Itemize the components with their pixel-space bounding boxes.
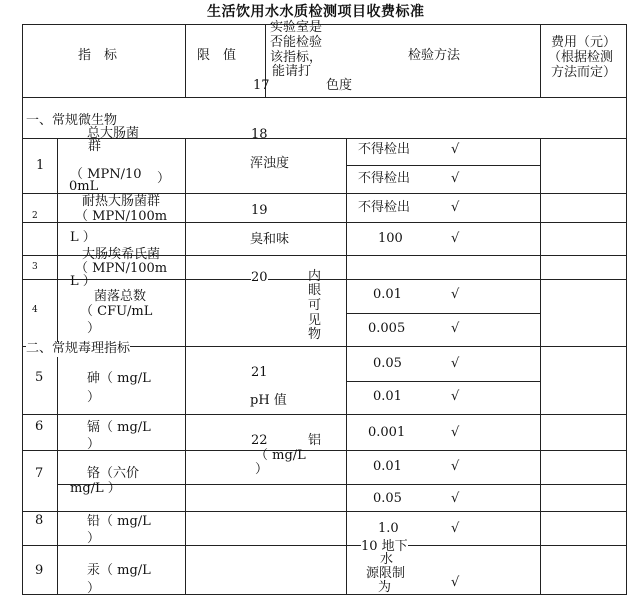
- section-microbiology: 一、常规微生物: [26, 113, 118, 128]
- row-6-indicator: ）: [87, 437, 101, 452]
- check-mark-icon: √: [451, 575, 460, 590]
- row-4-indicator: ）: [87, 321, 101, 336]
- check-mark-icon: √: [451, 200, 460, 215]
- method-value: 源限制: [366, 566, 406, 581]
- row-4-indicator: 菌落总数: [94, 289, 147, 304]
- header-col-divider: [185, 24, 186, 97]
- row-2-indicator: L ）: [70, 230, 96, 245]
- row-1-indicator: 0mL: [69, 179, 99, 194]
- row-1-indicator: ）: [157, 171, 171, 186]
- overlay-row-20-number: 20: [251, 270, 268, 285]
- header-lab-question-2: 否能检验: [270, 35, 323, 50]
- method-value: 0.01: [373, 389, 402, 404]
- check-mark-icon: √: [451, 521, 460, 536]
- row-6-number: 6: [35, 419, 44, 434]
- row-8-number: 8: [35, 513, 44, 528]
- check-mark-icon: √: [451, 321, 460, 336]
- method-value: 0.05: [373, 491, 402, 506]
- overlay-row-21-name: pH 值: [250, 393, 287, 408]
- row-7-indicator: 铬（六价: [87, 466, 140, 481]
- method-value: 水: [380, 552, 394, 567]
- header-lab-question-4: 能请打: [272, 64, 312, 79]
- row-4-indicator: （ CFU/mL: [80, 304, 153, 319]
- method-value: 为: [378, 580, 392, 595]
- check-mark-icon: √: [451, 231, 460, 246]
- overlay-row-20-name: 见: [308, 313, 322, 328]
- row-5-number: 5: [35, 370, 44, 385]
- row-divider: [22, 545, 627, 546]
- overlay-row-20-name: 物: [308, 327, 322, 342]
- row-2-indicator: 耐热大肠菌群: [82, 194, 161, 209]
- row-2-indicator: （ MPN/100m: [75, 209, 168, 224]
- check-mark-icon: √: [451, 142, 460, 157]
- method-value: 10 地下: [361, 539, 408, 554]
- method-value: 1.0: [378, 521, 399, 536]
- row-3-indicator: （ MPN/100m: [75, 261, 168, 276]
- row-9-number: 9: [35, 563, 44, 578]
- header-method: 检验方法: [408, 48, 461, 63]
- check-mark-icon: √: [451, 389, 460, 404]
- method-value: 不得检出: [358, 142, 411, 157]
- row-9-indicator: 汞（ mg/L: [87, 563, 151, 578]
- header-divider: [22, 97, 627, 98]
- row-8-indicator: ）: [87, 531, 101, 546]
- overlay-row-19-number: 19: [251, 203, 268, 218]
- check-mark-icon: √: [451, 171, 460, 186]
- page-title: 生活饮用水水质检测项目收费标准: [207, 4, 425, 20]
- row-8-indicator: 铅（ mg/L: [87, 514, 151, 529]
- header-fee-1: 费用（元）: [551, 35, 617, 50]
- row-1-indicator: （ MPN/10: [70, 167, 142, 182]
- check-mark-icon: √: [451, 287, 460, 302]
- row-6-indicator: 镉（ mg/L: [87, 420, 151, 435]
- overlay-row-22-unit: ）: [255, 462, 269, 477]
- header-fee-3: 方法而定）: [551, 65, 617, 80]
- overlay-row-19-name: 臭和味: [250, 232, 290, 247]
- row-7-number: 7: [35, 466, 44, 481]
- overlay-row-17-number: 17: [253, 78, 270, 93]
- body-col-divider: [185, 138, 186, 594]
- method-value: 0.05: [373, 356, 402, 371]
- row-divider: [22, 511, 627, 512]
- overlay-row-17-name: 色度: [326, 78, 353, 93]
- header-lab-question-3: 该指标，: [270, 50, 323, 65]
- row-9-indicator: ）: [87, 581, 101, 596]
- method-value: 0.01: [373, 459, 402, 474]
- row-divider: [346, 313, 540, 314]
- row-3-indicator: 大肠埃希氏菌: [82, 247, 161, 262]
- overlay-row-22-number: 22: [251, 433, 268, 448]
- row-5-indicator: ）: [87, 390, 101, 405]
- row-divider: [346, 165, 540, 166]
- overlay-row-22-unit: （ mg/L: [255, 448, 306, 463]
- check-mark-icon: √: [451, 459, 460, 474]
- method-value: 0.005: [368, 321, 406, 336]
- header-col-divider: [540, 24, 541, 97]
- header-fee-2: （根据检测: [548, 50, 614, 65]
- table-border-right: [626, 24, 627, 594]
- row-1-number: 1: [36, 158, 45, 173]
- row-divider: [346, 381, 540, 382]
- table-border-bottom: [22, 594, 627, 595]
- overlay-row-20-name: 可: [308, 298, 322, 313]
- header-limit: 限 值: [197, 48, 237, 63]
- check-mark-icon: √: [451, 491, 460, 506]
- table-border-top: [22, 24, 627, 25]
- method-value: 100: [378, 231, 403, 246]
- row-divider: [22, 450, 627, 451]
- method-value: 不得检出: [358, 171, 411, 186]
- method-value: 0.001: [368, 425, 406, 440]
- overlay-row-22-name: 铝: [308, 433, 322, 448]
- header-indicator: 指 标: [78, 48, 118, 63]
- row-1-indicator: 总大肠菌: [87, 126, 140, 141]
- row-1-indicator: 群: [88, 139, 102, 154]
- overlay-row-18-name: 浑浊度: [250, 156, 290, 171]
- method-value: 0.01: [373, 287, 402, 302]
- overlay-row-20-name: 眼: [308, 283, 322, 298]
- row-5-indicator: 砷（ mg/L: [87, 371, 151, 386]
- row-4-number: 4: [32, 305, 38, 315]
- method-value: 不得检出: [358, 200, 411, 215]
- overlay-row-21-number: 21: [251, 365, 268, 380]
- row-divider: [22, 414, 627, 415]
- section-toxicology: 二、常规毒理指标: [26, 341, 131, 356]
- row-divider: [22, 279, 627, 280]
- table-border-left: [22, 24, 23, 594]
- row-3-indicator: L ）: [70, 274, 96, 289]
- row-7-indicator: mg/L ）: [70, 481, 121, 496]
- body-col-divider: [57, 138, 58, 594]
- body-col-divider: [346, 138, 347, 594]
- row-2-number: 2: [32, 211, 38, 221]
- body-col-divider: [540, 138, 541, 594]
- overlay-row-18-number: 18: [251, 127, 268, 142]
- check-mark-icon: √: [451, 425, 460, 440]
- header-lab-question-1: 实验室是: [270, 20, 323, 35]
- overlay-row-20-name: 内: [308, 269, 322, 284]
- row-3-number: 3: [32, 262, 38, 272]
- check-mark-icon: √: [451, 356, 460, 371]
- row-divider: [57, 484, 627, 485]
